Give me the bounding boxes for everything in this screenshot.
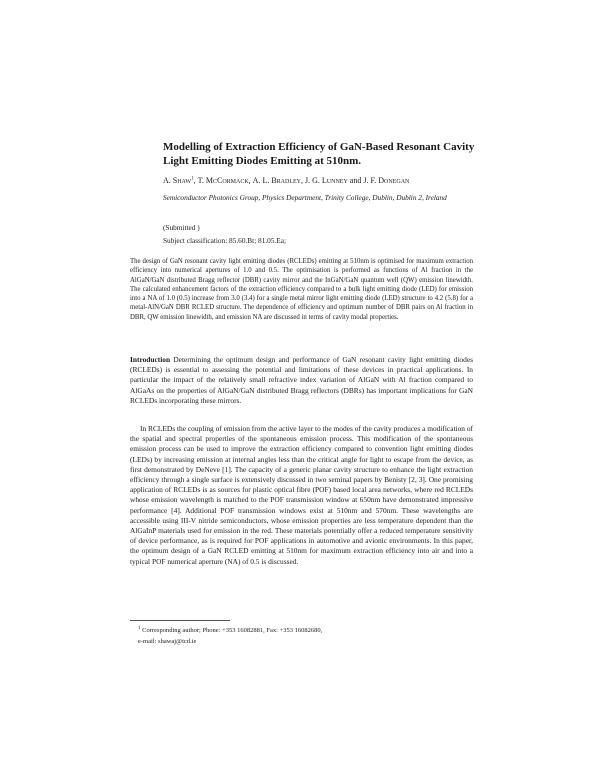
author bbox=[305, 176, 363, 185]
intro-paragraph-1-text: Determining the optimum design and performance of GaN resonant cavity light emitting diodes (RCLEDs) is essential to assessing the potential and limitations of these devices in practical applications. In particular the impact of the relatively small refractive index variation of AlGaN with Al fraction compared to AlGaAs on the properties of AlGaN/GaN distributed Bragg reflectors (DBRs) has important implications for GaN RCLEDs incorporating these mirrors. bbox=[130, 355, 473, 405]
footnote-line-1: Corresponding author; Phone: +353 16082881, Fax: +353 16082680, bbox=[142, 627, 323, 634]
footnote-line-2: e-mail: shawaj@tcd.ie bbox=[138, 637, 197, 645]
author-name: T. McCormack bbox=[197, 176, 249, 185]
author-footnote-mark: 1 bbox=[191, 176, 194, 182]
author bbox=[163, 176, 198, 185]
abstract: The design of GaN resonant cavity light emitting diodes (RCLEDs) emitting at 510nm is optimised for maximum extraction efficiency into numerical apertures of 1.0 and 0.5. The optimisation is performed as functions of Al fraction in the AlGaN/GaN distributed Bragg reflector (DBR) cavity mirror and the InGaN/GaN quantum well (QW) emission linewidth. The calculated enhancement factors of the extraction efficiency compared to a bulk light emitting diode (LED) for emission into a NA of 1.0 (0.5) increase from 3.0 (3.4) for a single metal mirror light emitting diode (LED) structure to 4.2 (5.8) for a metal-AlN/GaN DBR RCLED structure. The dependence of efficiency and optimum number of DBR pairs on Al fraction in DBR, QW emission linewidth, and emission NA are discussed in terms of cavity modal properties. bbox=[130, 258, 473, 321]
footnote bbox=[138, 626, 438, 647]
author-name: A. L. Bradley bbox=[252, 176, 302, 185]
author-separator: , bbox=[193, 176, 198, 185]
author-list bbox=[163, 176, 503, 186]
author-name: J. G. Lunney bbox=[305, 176, 348, 185]
footnote-divider bbox=[130, 620, 230, 621]
author bbox=[253, 176, 305, 185]
affiliation: Semiconductor Photonics Group, Physics Department, Trinity College, Dublin, Dublin 2, Ireland bbox=[163, 193, 447, 202]
author-separator: , bbox=[248, 176, 253, 185]
subject-classification: Subject classification: 85.60.Bt; 81.05.Ea; bbox=[163, 236, 287, 245]
author-name: A. Shaw bbox=[163, 176, 192, 185]
author-name: J. F. Donegan bbox=[363, 176, 410, 185]
intro-heading: Introduction bbox=[130, 355, 171, 364]
intro-paragraph-1 bbox=[130, 355, 473, 406]
author-separator: and bbox=[347, 176, 364, 185]
footnote-mark: 1 bbox=[138, 625, 141, 631]
submitted-note: (Submitted ) bbox=[163, 223, 200, 232]
paper-title: Modelling of Extraction Efficiency of GaN-Based Resonant Cavity Light Emitting Diodes Emitting at 510nm. bbox=[163, 141, 475, 167]
intro-paragraph-2: In RCLEDs the coupling of emission from the active layer to the modes of the cavity produces a modification of the spatial and spectral properties of the spontaneous emission process. This modification of the spontaneous emission process can be used to improve the extraction efficiency compared to convention light emitting diodes (LEDs) by increasing emission at internal angles less than the critical angle for light to escape from the device, as first demonstrated by DeNeve [1]. The capacity of a generic planar cavity structure to enhance the light extraction efficiency through a single surface is extensively discussed in two seminal papers by Benisty [2, 3]. One promising application of RCLEDs is as sources for plastic optical fibre (POF) based local area networks, where red RCLEDs whose emission wavelength is matched to the POF transmission window at 650nm have demonstrated impressive performance [4]. Additional POF transmission windows exist at 510nm and 570nm. These wavelengths are accessible using III-V nitride semiconductors, whose emission properties are less temperature dependent than the AlGaInP materials used for emission in the red. These materials potentially offer a reduced temperature sensitivity of device performance, as is required for POF applications in automotive and avionic environments. In this paper, the optimum design of a GaN RCLED emitting at 510nm for maximum extraction efficiency into air and into a typical POF numerical aperture (NA) of 0.5 is discussed. bbox=[130, 424, 473, 566]
author bbox=[363, 176, 409, 185]
author bbox=[198, 176, 253, 185]
author-separator: , bbox=[301, 176, 306, 185]
